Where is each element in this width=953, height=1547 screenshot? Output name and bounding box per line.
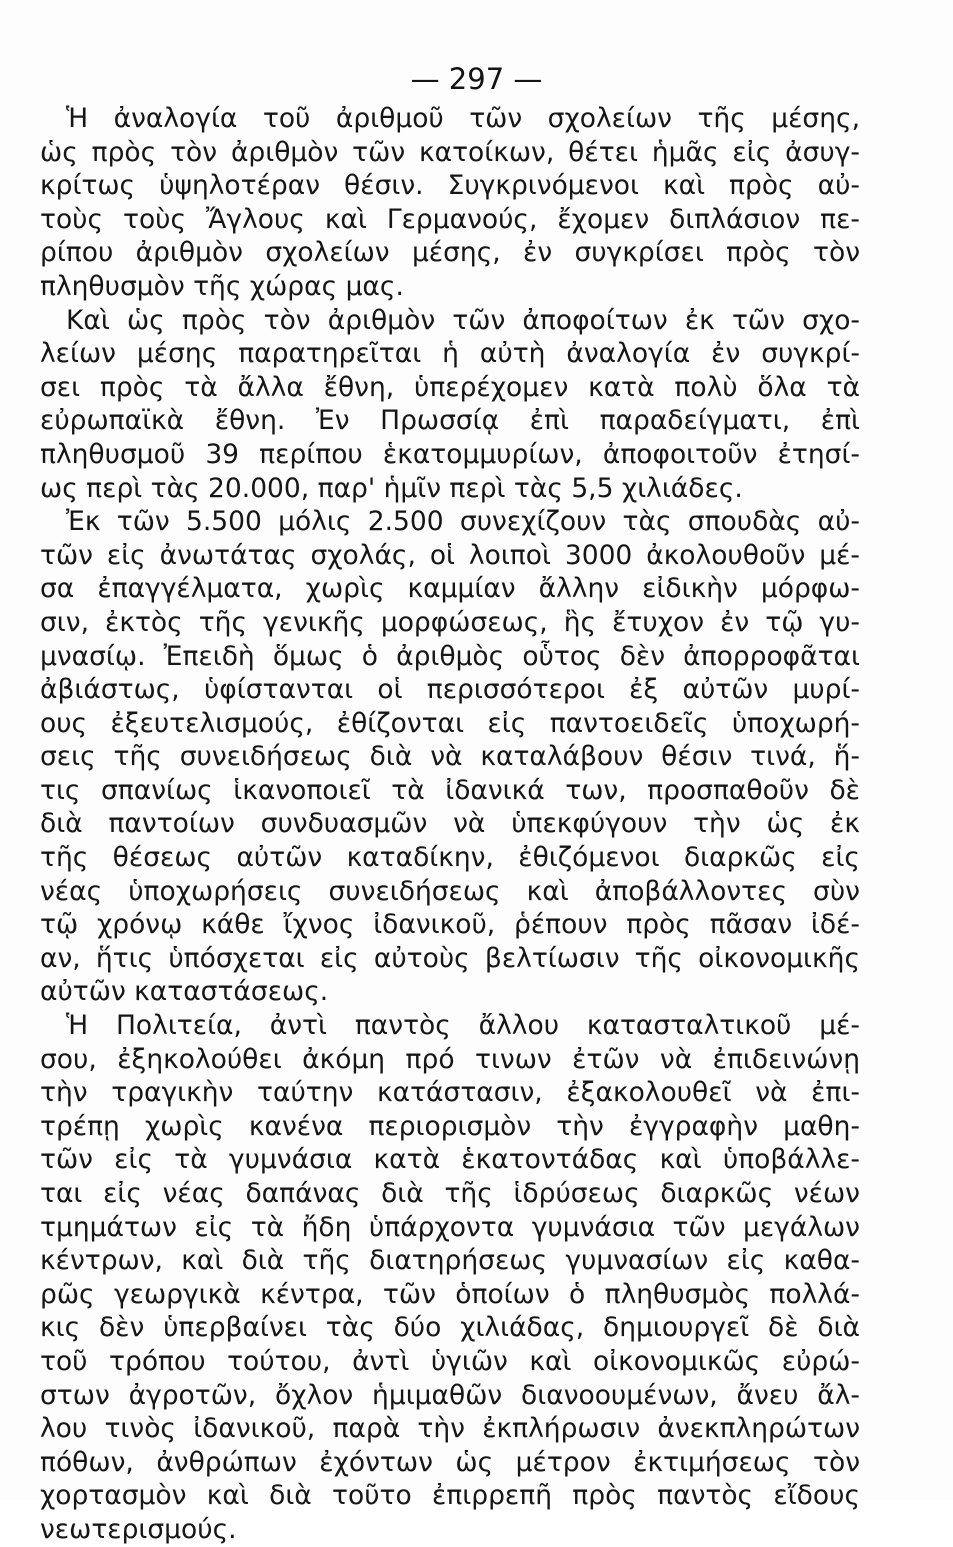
text-line: ἀβιάστως, ὑφίστανται οἱ περισσότεροι ἐξ αὐτῶν μυρί- [40, 674, 860, 706]
text-line: αὐτῶν καταστάσεως. [40, 976, 329, 1008]
text-line: τὴν τραγικὴν ταύτην κατάστασιν, ἐξακολουθεῖ νὰ ἐπι- [40, 1077, 860, 1109]
text-line: Ἡ Πολιτεία, ἀντὶ παντὸς ἄλλου κατασταλτικοῦ μέ- [66, 1010, 860, 1042]
text-line: τῶν εἰς ἀνωτάτας σχολάς, οἱ λοιποὶ 3000 ἀκολουθοῦν μέ- [40, 539, 860, 571]
text-line: τμημάτων εἰς τὰ ἤδη ὑπάρχοντα γυμνάσια τῶν μεγάλων [40, 1211, 860, 1243]
text-line: Ἐκ τῶν 5.500 μόλις 2.500 συνεχίζουν τὰς σπουδὰς αὐ- [66, 506, 860, 538]
text-line: τις σπανίως ἱκανοποιεῖ τὰ ἰδανικά των, προσπαθοῦν δὲ [40, 774, 860, 806]
text-line: τρέπῃ χωρὶς κανένα περιορισμὸν τὴν ἐγγραφὴν μαθη- [40, 1110, 860, 1142]
text-line: στων ἀγροτῶν, ὄχλον ἡμιμαθῶν διανοουμένων, ἄνευ ἄλ- [40, 1379, 860, 1411]
text-line: πληθυσμοῦ 39 περίπου ἑκατομμυρίων, ἀποφοιτοῦν ἐτησί- [40, 438, 860, 470]
text-line: Καὶ ὡς πρὸς τὸν ἀριθμὸν τῶν ἀποφοίτων ἐκ τῶν σχο- [66, 304, 860, 336]
text-line: κις δὲν ὑπερβαίνει τὰς δύο χιλιάδας, δημιουργεῖ δὲ διὰ [40, 1312, 860, 1344]
text-line: σει πρὸς τὰ ἄλλα ἔθνη, ὑπερέχομεν κατὰ πολὺ ὅλα τὰ [40, 371, 860, 403]
text-line: Ἡ ἀναλογία τοῦ ἀριθμοῦ τῶν σχολείων τῆς μέσης, [66, 103, 860, 134]
text-line: ρίπου ἀριθμὸν σχολείων μέσης, ἐν συγκρίσει πρὸς τὸν [40, 237, 860, 269]
text-line: σεις τῆς συνειδήσεως διὰ νὰ καταλάβουν θέσιν τινά, ἥ- [40, 741, 860, 773]
text-line: μνασίῳ. Ἐπειδὴ ὅμως ὁ ἀριθμὸς οὗτος δὲν ἀπορροφᾶται [40, 640, 860, 672]
text-line: τοὺς τοὺς Ἄγλους καὶ Γερμανούς, ἔχομεν διπλάσιον πε- [40, 203, 860, 235]
text-line: λείων μέσης παρατηρεῖται ἡ αὐτὴ ἀναλογία ἐν συγκρί- [40, 338, 860, 370]
text-line: εὐρωπαϊκὰ ἔθνη. Ἐν Πρωσσίᾳ ἐπὶ παραδείγματι, ἐπὶ [40, 405, 860, 437]
text-line: σα ἐπαγγέλματα, χωρὶς καμμίαν ἄλλην εἰδικὴν μόρφω- [40, 573, 860, 605]
text-line: νεωτερισμούς. [40, 1513, 237, 1545]
text-line: νέας ὑποχωρήσεις συνειδήσεως καὶ ἀποβάλλοντες σὺν [40, 875, 860, 907]
text-line: ους ἐξευτελισμούς, ἐθίζονται εἰς παντοειδεῖς ὑποχωρή- [40, 707, 860, 739]
text-line: πόθων, ἀνθρώπων ἐχόντων ὡς μέτρον ἐκτιμήσεως τὸν [40, 1446, 860, 1478]
body-text [40, 102, 860, 1547]
text-line: τοῦ τρόπου τούτου, ἀντὶ ὑγιῶν καὶ οἰκονομικῶς εὐρώ- [40, 1345, 860, 1377]
text-line: τῆς θέσεως αὐτῶν καταδίκην, ἐθιζόμενοι διαρκῶς εἰς [40, 842, 860, 874]
text-line: ως περὶ τὰς 20.000, παρ' ἡμῖν περὶ τὰς 5,5 χιλιάδες. [40, 472, 743, 504]
page-number: — 297 — [410, 62, 543, 96]
text-line: χορτασμὸν καὶ διὰ τοῦτο ἐπιρρεπῆ πρὸς παντὸς εἴδους [40, 1480, 860, 1512]
text-line: λου τινὸς ἰδανικοῦ, παρὰ τὴν ἐκπλήρωσιν ἀνεκπληρώτων [40, 1413, 860, 1445]
text-line: τῶν εἰς τὰ γυμνάσια κατὰ ἑκατοντάδας καὶ ὑποβάλλε- [40, 1144, 860, 1176]
text-line: ρῶς γεωργικὰ κέντρα, τῶν ὁποίων ὁ πληθυσμὸς πολλά- [40, 1278, 860, 1310]
text-line: αν, ἥτις ὑπόσχεται εἰς αὐτοὺς βελτίωσιν τῆς οἰκονομικῆς [40, 942, 860, 974]
text-line: κέντρων, καὶ διὰ τῆς διατηρήσεως γυμνασίων εἰς καθα- [40, 1245, 860, 1277]
text-line: διὰ παντοίων συνδυασμῶν νὰ ὑπεκφύγουν τὴν ὡς ἐκ [40, 808, 860, 840]
text-line: κρίτως ὑψηλοτέραν θέσιν. Συγκρινόμενοι καὶ πρὸς αὐ- [40, 170, 860, 202]
text-line: ται εἰς νέας δαπάνας διὰ τῆς ἱδρύσεως διαρκῶς νέων [40, 1178, 860, 1209]
text-line: τῷ χρόνῳ κάθε ἴχνος ἰδανικοῦ, ῥέπουν πρὸς πᾶσαν ἰδέ- [40, 909, 860, 941]
text-line: σου, ἐξηκολούθει ἀκόμη πρό τινων ἐτῶν νὰ ἐπιδεινώνῃ [40, 1043, 860, 1075]
text-line: πληθυσμὸν τῆς χώρας μας. [40, 270, 404, 302]
text-line: ὡς πρὸς τὸν ἀριθμὸν τῶν κατοίκων, θέτει ἡμᾶς εἰς ἀσυγ- [40, 136, 860, 168]
text-line: σιν, ἐκτὸς τῆς γενικῆς μορφώσεως, ἣς ἔτυχον ἐν τῷ γυ- [40, 606, 860, 638]
